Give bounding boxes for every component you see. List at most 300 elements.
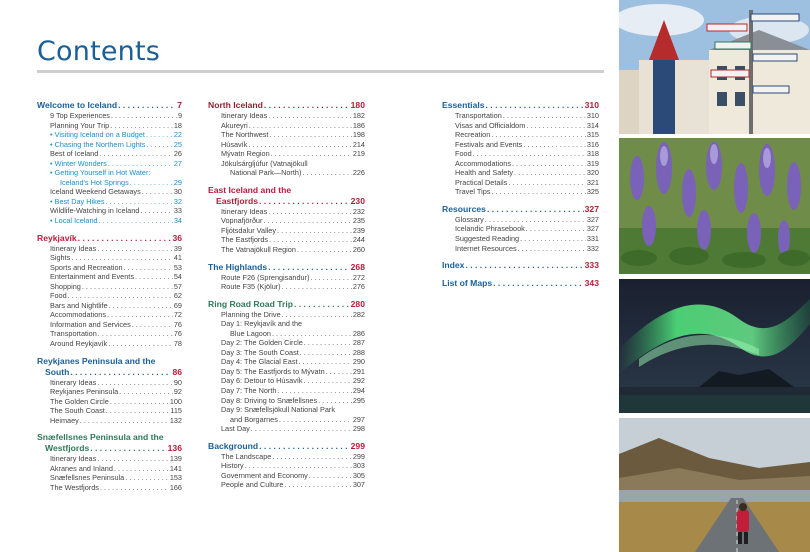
dot-leader (269, 130, 351, 140)
toc-entry[interactable] (37, 111, 182, 121)
dot-leader (97, 454, 169, 464)
toc-entry-page: 166 (169, 482, 182, 492)
toc-entry-title: Itinerary Ideas (50, 454, 97, 464)
toc-entry-page: 141 (169, 463, 182, 473)
toc-section-list-of-maps (442, 278, 599, 289)
section-heading-background[interactable] (208, 441, 365, 452)
toc-entry-page: 132 (169, 415, 182, 425)
dot-leader (297, 245, 352, 255)
toc-entry-title: Day 5: The Eastfjords to Mývatn (221, 366, 325, 376)
toc-section-south (37, 356, 182, 426)
toc-entry-title: Accommodations (50, 310, 106, 320)
toc-entry[interactable] (208, 140, 365, 150)
toc-section-welcome-to-iceland (37, 100, 182, 226)
dot-leader (271, 149, 352, 159)
toc-entry-title: Húsavík (221, 139, 248, 149)
toc-entry-page: 78 (173, 339, 182, 349)
toc-section-background (208, 441, 365, 490)
dot-leader (309, 471, 352, 481)
dot-leader (245, 461, 352, 471)
toc-entry-title: • Getting Yourself in Hot Water: (50, 168, 150, 178)
section-page-number: 136 (167, 443, 182, 454)
toc-entry-page: 198 (352, 130, 365, 140)
section-page-number: 299 (350, 440, 365, 451)
toc-entry[interactable] (208, 310, 365, 320)
dot-leader (491, 187, 585, 197)
toc-entry-title: The Golden Circle (50, 396, 109, 406)
dot-leader (487, 204, 584, 215)
dot-leader (118, 100, 176, 111)
dot-leader (277, 226, 352, 236)
dot-leader (326, 367, 352, 377)
toc-entry-page: 92 (173, 387, 182, 397)
toc-entry-title: The Westfjords (50, 482, 99, 492)
toc-entry[interactable] (208, 149, 365, 159)
dot-leader (526, 121, 586, 131)
toc-entry[interactable] (37, 416, 182, 426)
toc-entry[interactable] (37, 282, 182, 292)
toc-entry-title: Suggested Reading (455, 234, 520, 244)
toc-entry-title: Icelandic Phrasebook (455, 224, 525, 234)
dot-leader (503, 111, 586, 121)
section-heading-westfjords[interactable] (37, 443, 182, 454)
dot-leader (486, 100, 584, 111)
dot-leader (491, 130, 586, 140)
toc-entry[interactable] (442, 178, 599, 188)
toc-entry-title: Festivals and Events (455, 139, 523, 149)
toc-entry[interactable] (442, 187, 599, 197)
toc-entry[interactable] (208, 471, 365, 481)
toc-entry[interactable] (37, 387, 182, 397)
dot-leader (514, 168, 586, 178)
toc-entry-title: Accommodations (455, 158, 511, 168)
dot-leader (119, 387, 173, 397)
dot-leader (310, 273, 351, 283)
toc-column-2 (208, 100, 365, 497)
section-heading-title: North Iceland (208, 100, 263, 110)
toc-entry[interactable] (37, 187, 182, 197)
dot-leader (279, 415, 352, 425)
section-heading-title: Westfjords (45, 443, 90, 454)
toc-entry[interactable] (37, 130, 182, 140)
section-heading-title: The Highlands (208, 261, 268, 272)
toc-entry-title: Transportation (50, 329, 97, 339)
toc-entry-title: Wildlife-Watching in Iceland (50, 206, 140, 216)
toc-entry[interactable] (37, 454, 182, 464)
toc-entry-title: Planning Your Trip (50, 120, 110, 130)
toc-entry-page: 100 (169, 396, 182, 406)
toc-entry[interactable] (208, 121, 365, 131)
toc-entry[interactable] (208, 338, 365, 348)
section-page-number: 36 (172, 232, 182, 243)
dot-leader (523, 140, 585, 150)
section-heading-reykjavik[interactable] (37, 233, 182, 244)
toc-entry-title: Glossary (455, 214, 484, 224)
toc-entry-title: Day 3: The South Coast (221, 347, 299, 357)
toc-entry-page: 303 (352, 461, 365, 471)
toc-entry-title: Sights (50, 253, 71, 263)
dot-leader (485, 215, 586, 225)
dot-leader (294, 299, 350, 310)
toc-entry-page: 9 (177, 111, 182, 120)
section-heading-resources[interactable] (442, 204, 599, 215)
section-page-number: 180 (350, 100, 365, 110)
section-heading-title: Ring Road Road Trip (208, 298, 293, 309)
toc-entry-title: Health and Safety (455, 168, 514, 178)
section-page-number: 268 (350, 261, 365, 272)
toc-entry-title: Visas and Officialdom (455, 120, 526, 130)
section-heading-the-highlands[interactable] (208, 262, 365, 273)
toc-entry[interactable] (37, 168, 182, 178)
toc-entry[interactable] (37, 178, 182, 188)
toc-entry[interactable] (442, 168, 599, 178)
section-heading-essentials[interactable] (442, 100, 599, 111)
toc-entry[interactable] (208, 424, 365, 434)
toc-entry[interactable] (442, 159, 599, 169)
toc-entry-page: 90 (173, 377, 182, 387)
toc-entry[interactable] (208, 216, 365, 226)
toc-entry-title: • Visiting Iceland on a Budget (50, 130, 145, 140)
section-page-number: 310 (584, 100, 599, 110)
toc-entry[interactable] (442, 224, 599, 234)
dot-leader (282, 310, 352, 320)
dot-leader (304, 376, 352, 386)
toc-entry[interactable] (37, 310, 182, 320)
section-heading-title: Eastfjords (216, 195, 259, 206)
section-heading-welcome-to-iceland[interactable] (37, 100, 182, 111)
toc-entry-title: Travel Tips (455, 187, 491, 197)
section-page-number: 343 (584, 278, 599, 289)
toc-entry[interactable] (208, 329, 365, 339)
toc-entry-page: 291 (352, 366, 365, 376)
toc-entry[interactable] (37, 320, 182, 330)
toc-entry[interactable] (208, 111, 365, 121)
toc-entry[interactable] (208, 130, 365, 140)
dot-leader (259, 196, 350, 207)
toc-entry-title: Itinerary Ideas (221, 206, 268, 216)
dot-leader (526, 224, 586, 234)
toc-entry-title: The Northwest (221, 130, 269, 140)
toc-entry[interactable] (208, 367, 365, 377)
dot-leader (97, 244, 173, 254)
toc-entry-page: 319 (586, 158, 599, 168)
toc-entry[interactable] (37, 329, 182, 339)
dot-leader (251, 424, 352, 434)
toc-section-westfjords (37, 432, 182, 492)
dot-leader (268, 207, 352, 217)
toc-entry[interactable] (442, 149, 599, 159)
toc-entry-page: 22 (173, 130, 182, 140)
toc-section-ring-road-road-trip (208, 299, 365, 434)
toc-entry[interactable] (37, 197, 182, 207)
toc-entry[interactable] (208, 319, 365, 329)
toc-entry-title: Entertainment and Events (50, 272, 134, 282)
toc-entry-page: 286 (352, 328, 365, 338)
toc-entry-page: 331 (586, 234, 599, 244)
toc-entry-title: • Winter Wonders (50, 159, 107, 169)
toc-entry-page: 41 (173, 253, 182, 263)
toc-entry-title: Day 9: Snæfellsjökull National Park (221, 405, 335, 415)
toc-entry-page: 325 (586, 187, 599, 197)
section-heading-title: South (45, 366, 70, 377)
toc-entry-title: Around Reykjavík (50, 339, 108, 349)
dot-leader (114, 464, 169, 474)
dot-leader (110, 397, 169, 407)
toc-entry-page: 295 (352, 395, 365, 405)
toc-entry-page: 139 (169, 454, 182, 464)
toc-entry[interactable] (208, 386, 365, 396)
toc-entry-title: Akureyri (221, 120, 248, 130)
toc-entry[interactable] (442, 140, 599, 150)
dot-leader (97, 378, 173, 388)
toc-entry-title: Information and Services (50, 319, 131, 329)
toc-entry-page: 327 (586, 224, 599, 234)
toc-entry-title: Itinerary Ideas (50, 243, 97, 253)
toc-entry[interactable] (37, 473, 182, 483)
toc-entry-page: 25 (173, 139, 182, 149)
toc-entry-title: The Landscape (221, 451, 272, 461)
toc-entry-page: 288 (352, 347, 365, 357)
toc-entry[interactable] (37, 397, 182, 407)
section-heading-title: Background (208, 440, 259, 451)
dot-leader (518, 244, 586, 254)
toc-entry-title: and Borgarnes (230, 414, 278, 424)
section-heading-ring-road-road-trip[interactable] (208, 299, 365, 310)
toc-entry[interactable] (208, 396, 365, 406)
toc-entry-page: 292 (352, 376, 365, 386)
toc-entry-title: The Vatnajökull Region (221, 245, 296, 255)
toc-entry-title: Mývatn Region (221, 149, 270, 159)
toc-entry-title: Shopping (50, 281, 81, 291)
toc-entry-page: 57 (173, 281, 182, 291)
toc-entry-title: Heimaey (50, 415, 79, 425)
toc-section-resources (442, 204, 599, 253)
section-heading-title: Essentials (442, 100, 485, 110)
dot-leader (140, 206, 173, 216)
toc-entry[interactable] (37, 406, 182, 416)
toc-entry[interactable] (208, 245, 365, 255)
dot-leader (98, 329, 173, 339)
toc-entry-title: Practical Details (455, 177, 508, 187)
section-heading-index[interactable] (442, 260, 599, 271)
toc-entry[interactable] (208, 235, 365, 245)
toc-entry[interactable] (37, 244, 182, 254)
toc-entry[interactable] (37, 149, 182, 159)
dot-leader (132, 320, 173, 330)
toc-entry-title: Best of Iceland (50, 149, 99, 159)
section-heading-title: Reykjavík (37, 232, 77, 243)
toc-entry[interactable] (208, 273, 365, 283)
toc-entry-title: Route F26 (Sprengisandur) (221, 272, 310, 282)
toc-entry[interactable] (37, 263, 182, 273)
dot-leader (302, 168, 351, 178)
toc-entry-title: Fljótsdalur Valley (221, 225, 277, 235)
toc-entry-page: 320 (586, 168, 599, 178)
toc-entry[interactable] (37, 378, 182, 388)
toc-entry[interactable] (442, 111, 599, 121)
toc-entry-page: 115 (170, 406, 182, 416)
toc-entry-page: 276 (352, 282, 365, 292)
photo-lupines (619, 138, 810, 274)
photo-signpost (619, 0, 810, 134)
toc-entry-page: 260 (352, 245, 365, 255)
toc-entry-title: National Park—North) (230, 168, 302, 178)
section-page-number: 7 (177, 100, 182, 110)
toc-entry[interactable] (208, 405, 365, 415)
dot-leader (263, 216, 351, 226)
toc-entry[interactable] (208, 357, 365, 367)
toc-entry-page: 54 (173, 272, 182, 282)
toc-section-index (442, 260, 599, 271)
dot-leader (269, 235, 352, 245)
toc-entry-page: 321 (586, 177, 599, 187)
toc-entry-page: 69 (173, 300, 182, 310)
toc-entry[interactable] (442, 121, 599, 131)
toc-entry[interactable] (442, 130, 599, 140)
toc-entry-title: Day 4: The Glacial East (221, 357, 298, 367)
toc-entry-title: Internet Resources (455, 243, 517, 253)
toc-entry-page: 327 (586, 214, 599, 224)
toc-entry[interactable] (37, 291, 182, 301)
dot-leader (82, 282, 173, 292)
toc-entry-title: Day 7: The North (221, 386, 277, 396)
dot-leader (68, 291, 173, 301)
toc-entry[interactable] (37, 206, 182, 216)
dot-leader (512, 159, 586, 169)
toc-section-eastfjords (208, 185, 365, 255)
toc-entry[interactable] (208, 461, 365, 471)
toc-entry[interactable] (37, 464, 182, 474)
toc-section-north-iceland (208, 100, 365, 178)
section-page-number: 333 (584, 260, 599, 271)
toc-entry-title: Vopnafjörður (221, 216, 263, 226)
toc-entry[interactable] (37, 253, 182, 263)
dot-leader (108, 159, 173, 169)
toc-entry[interactable] (37, 159, 182, 169)
dot-leader (284, 480, 351, 490)
toc-entry-page: 244 (352, 235, 365, 245)
toc-entry[interactable] (208, 159, 365, 169)
dot-leader (110, 121, 173, 131)
toc-entry[interactable] (208, 415, 365, 425)
toc-entry-title: Transportation (455, 111, 502, 120)
section-page-number: 280 (350, 298, 365, 309)
photo-northern-lights (619, 279, 810, 413)
toc-entry[interactable] (442, 244, 599, 254)
toc-entry-page: 29 (173, 177, 182, 187)
toc-entry-page: 219 (352, 149, 365, 159)
toc-entry[interactable] (208, 282, 365, 292)
toc-entry[interactable] (37, 140, 182, 150)
toc-entry[interactable] (208, 168, 365, 178)
toc-entry-page: 239 (352, 225, 365, 235)
toc-entry-title: Food (455, 149, 472, 159)
dot-leader (70, 367, 171, 378)
dot-leader (146, 140, 172, 150)
toc-entry[interactable] (208, 207, 365, 217)
toc-entry[interactable] (442, 234, 599, 244)
toc-entry-title: • Best Day Hikes (50, 197, 104, 207)
dot-leader (124, 263, 173, 273)
toc-entry-page: 32 (173, 196, 182, 206)
toc-entry-title: The South Coast (50, 406, 105, 416)
toc-entry[interactable] (442, 215, 599, 225)
section-heading-north-iceland[interactable] (208, 100, 365, 111)
dot-leader (100, 483, 169, 493)
dot-leader (268, 111, 352, 121)
dot-leader (268, 262, 349, 273)
dot-leader (508, 178, 586, 188)
dot-leader (105, 197, 172, 207)
toc-entry-page: 72 (173, 310, 182, 320)
toc-entry[interactable] (37, 216, 182, 226)
toc-entry-page: 298 (352, 424, 365, 434)
toc-entry-page: 76 (173, 329, 182, 339)
dot-leader (142, 187, 173, 197)
toc-entry[interactable] (208, 452, 365, 462)
toc-entry[interactable] (208, 480, 365, 490)
dot-leader (282, 282, 352, 292)
toc-entry-page: 18 (173, 120, 182, 130)
dot-leader (272, 329, 352, 339)
toc-entry-page: 39 (173, 243, 182, 253)
toc-entry-title: Bars and Nightlife (50, 300, 108, 310)
dot-leader (107, 310, 173, 320)
section-heading-eastfjords[interactable] (208, 196, 365, 207)
toc-entry-page: 315 (586, 130, 599, 140)
toc-entry[interactable] (37, 483, 182, 493)
toc-entry[interactable] (37, 121, 182, 131)
toc-entry-page: 314 (586, 120, 599, 130)
toc-entry-page: 214 (352, 139, 365, 149)
toc-column-3 (442, 100, 599, 296)
toc-entry[interactable] (208, 376, 365, 386)
dot-leader (125, 473, 169, 483)
dot-leader (71, 253, 173, 263)
toc-entry[interactable] (208, 226, 365, 236)
dot-leader (493, 278, 584, 289)
toc-entry-page: 332 (586, 243, 599, 253)
dot-leader (109, 301, 173, 311)
toc-entry-title: The Eastfjords (221, 235, 269, 245)
section-page-number: 327 (584, 203, 599, 214)
dot-leader (130, 178, 173, 188)
dot-leader (135, 272, 173, 282)
toc-entry-page: 26 (173, 149, 182, 159)
section-heading-south[interactable] (37, 367, 182, 378)
section-heading-list-of-maps[interactable] (442, 278, 599, 289)
section-heading-title: Resources (442, 203, 486, 214)
page-title: Contents (37, 36, 161, 67)
toc-entry-page: 316 (586, 139, 599, 149)
toc-entry-page: 290 (352, 357, 365, 367)
toc-entry-page: 27 (173, 158, 182, 168)
toc-entry-page: 232 (352, 206, 365, 216)
toc-entry[interactable] (37, 301, 182, 311)
toc-entry[interactable] (208, 348, 365, 358)
dot-leader (264, 100, 350, 111)
toc-entry[interactable] (37, 272, 182, 282)
toc-entry-title: Day 1: Reykjavík and the (221, 319, 303, 329)
toc-entry-title: Government and Economy (221, 470, 308, 480)
toc-entry-title: People and Culture (221, 480, 284, 490)
toc-entry-title: Itinerary Ideas (221, 111, 268, 120)
dot-leader (259, 441, 350, 452)
toc-entry-title: • Local Iceland (50, 216, 98, 226)
toc-entry[interactable] (37, 339, 182, 349)
toc-entry-page: 299 (352, 451, 365, 461)
dot-leader (318, 396, 352, 406)
